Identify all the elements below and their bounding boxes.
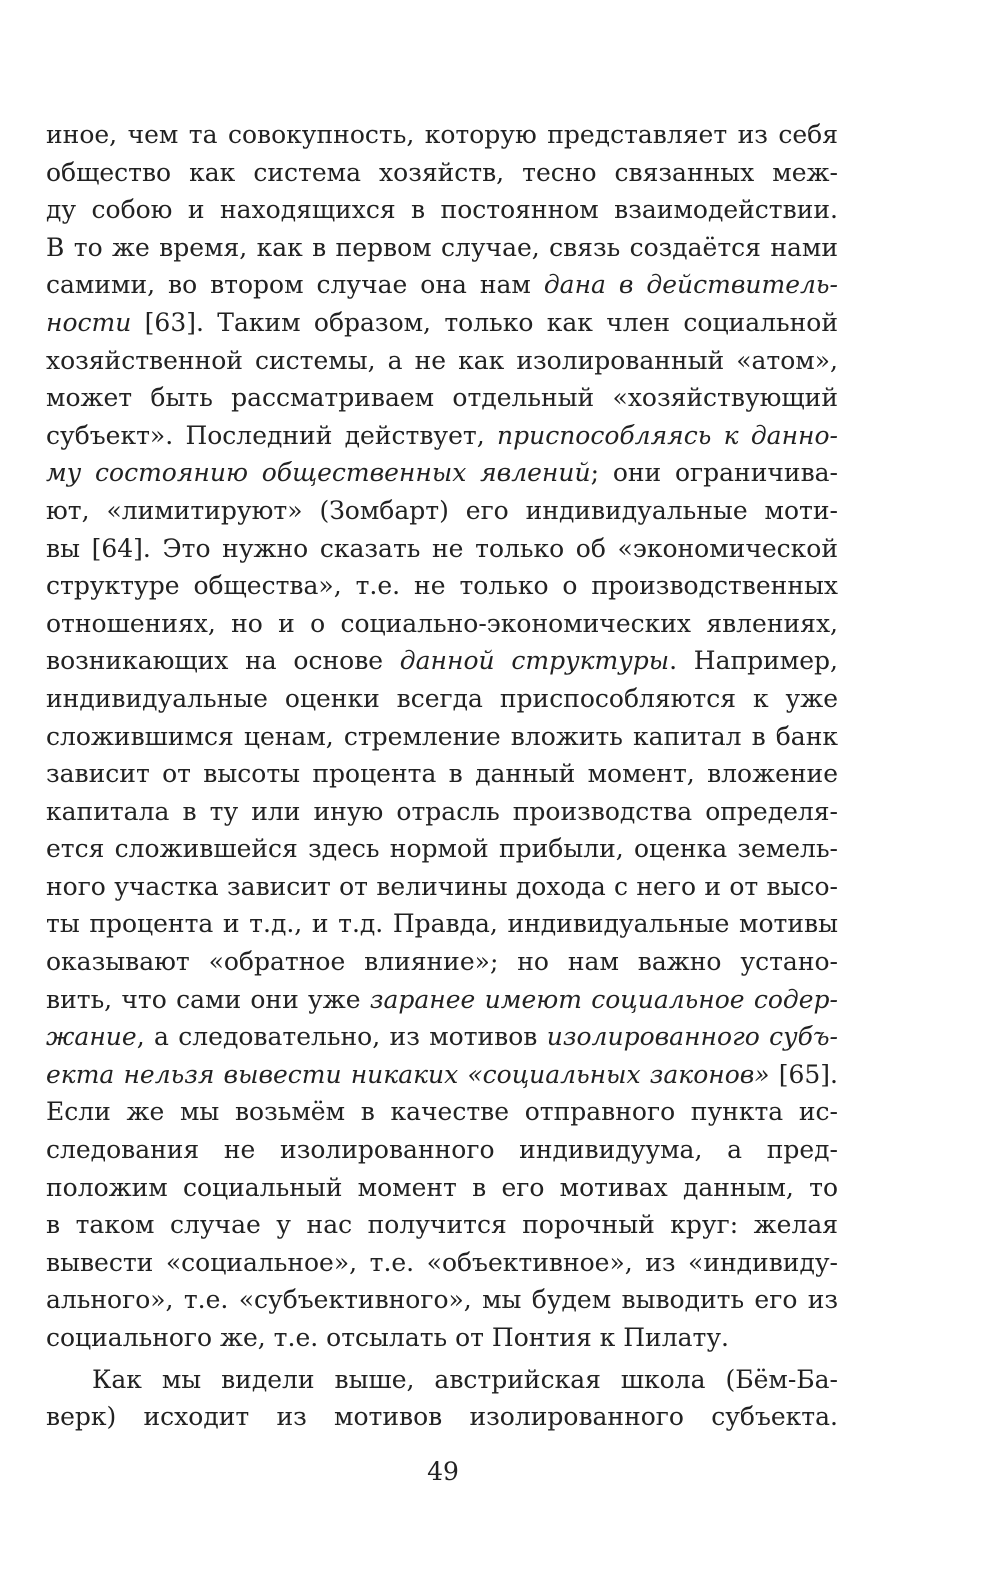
line-text: вы [64]. Это нужно сказать не только об «экономической (46, 533, 838, 563)
line-text: [63]. Таким образом, только как член социальной (131, 307, 838, 337)
italic-text: изолированного субъ- (546, 1022, 838, 1052)
text-line (46, 605, 838, 643)
italic-text: му состоянию общественных явлений (46, 458, 591, 488)
page-number: 49 (427, 1457, 459, 1486)
text-line (46, 868, 838, 906)
text-line (46, 154, 838, 192)
line-text: положим социальный момент в его мотивах данным, то (46, 1172, 838, 1202)
text-line (46, 530, 838, 568)
text-line (46, 642, 838, 680)
text-line (46, 943, 838, 981)
line-text: субъект». Последний действует, (46, 420, 497, 450)
text-line (46, 1056, 838, 1094)
line-text: вывести «социальное», т.е. «объективное», из «индивиду- (46, 1247, 838, 1277)
line-text: общество как система хозяйств, тесно связанных меж- (46, 157, 838, 187)
italic-text: дана в действитель- (543, 270, 838, 300)
line-text: капитала в ту или иную отрасль производства определя- (46, 796, 838, 826)
line-text: в таком случае у нас получится порочный круг: желая (46, 1210, 838, 1240)
line-text: сложившимся ценам, стремление вложить капитал в банк (46, 721, 838, 751)
text-line (46, 266, 838, 304)
italic-text: приспособляясь к данно- (497, 420, 839, 450)
line-text: Если же мы возьмём в качестве отправного пункта ис- (46, 1097, 838, 1127)
line-text: социального же, т.е. отсылать от Понтия к Пилату. (46, 1323, 729, 1352)
text-line (46, 1361, 838, 1399)
line-text: ального», т.е. «субъективного», мы будем выводить его из (46, 1285, 838, 1315)
line-text: [65]. (769, 1059, 838, 1089)
text-line (46, 1169, 838, 1207)
text-line (46, 567, 838, 605)
line-text: ного участка зависит от величины дохода с него и от высо- (46, 871, 838, 901)
text-line (46, 1131, 838, 1169)
line-text: ду собою и находящихся в постоянном взаимодействии. (46, 195, 838, 225)
text-line (46, 379, 838, 417)
line-text: индивидуальные оценки всегда приспособляются к уже (46, 683, 838, 713)
line-text: верк) исходит из мотивов изолированного субъекта. (46, 1402, 838, 1432)
line-text: может быть рассматриваем отдельный «хозяйствующий (46, 383, 838, 413)
text-line (46, 116, 838, 154)
line-text: оказывают «обратное влияние»; но нам важно устано- (46, 947, 838, 977)
text-line (46, 229, 838, 267)
italic-text: жание (46, 1022, 137, 1052)
line-text: структуре общества», т.е. не только о производственных (46, 571, 838, 601)
line-text: вить, что сами они уже (46, 984, 370, 1014)
line-text: иное, чем та совокупность, которую представляет из себя (46, 120, 838, 149)
text-line (46, 905, 838, 943)
text-line (46, 1018, 838, 1056)
text-line (46, 1093, 838, 1131)
text-line (46, 1398, 838, 1436)
text-line (46, 342, 838, 380)
text-line (46, 755, 838, 793)
line-text: . Например, (669, 646, 839, 676)
italic-text: заранее имеют социальное содер- (369, 984, 838, 1014)
text-line (46, 304, 838, 342)
text-line (46, 718, 838, 756)
line-text: возникающих на основе (46, 646, 400, 676)
text-line (46, 417, 838, 455)
line-text: зависит от высоты процента в данный момент, вложение (46, 759, 838, 789)
text-line (46, 830, 838, 868)
text-line (46, 981, 838, 1019)
line-text: В то же время, как в первом случае, связь создаётся нами (46, 232, 838, 262)
line-text: хозяйственной системы, а не как изолированный «атом», (46, 345, 838, 375)
line-text: Как мы видели выше, австрийская школа (Бём-Ба- (92, 1364, 838, 1394)
text-line (46, 1206, 838, 1244)
line-text: , а следовательно, из мотивов (136, 1022, 547, 1052)
line-text: отношениях, но и о социально-экономических явлениях, (46, 608, 838, 638)
text-line (46, 492, 838, 530)
italic-text: ности (46, 307, 132, 337)
text-line (46, 680, 838, 718)
line-text: самими, во втором случае она нам (46, 270, 544, 300)
text-line (46, 1319, 838, 1357)
text-line (46, 454, 838, 492)
text-line (46, 1281, 838, 1319)
text-line (46, 1244, 838, 1282)
line-text: ; они ограничива- (590, 458, 838, 488)
text-line (46, 793, 838, 831)
italic-text: данной структуры (399, 646, 670, 676)
line-text: ты процента и т.д., и т.д. Правда, индивидуальные мотивы (46, 909, 838, 939)
line-text: следования не изолированного индивидуума, а пред- (46, 1135, 838, 1165)
line-text: ют, «лимитируют» (Зомбарт) его индивидуальные моти- (46, 495, 838, 525)
text-line (46, 191, 838, 229)
text-block (46, 116, 838, 1436)
italic-text: екта нельзя вывести никаких «социальных законов» (46, 1059, 770, 1089)
line-text: ется сложившейся здесь нормой прибыли, оценка земель- (46, 834, 838, 864)
page-body (46, 116, 838, 1436)
